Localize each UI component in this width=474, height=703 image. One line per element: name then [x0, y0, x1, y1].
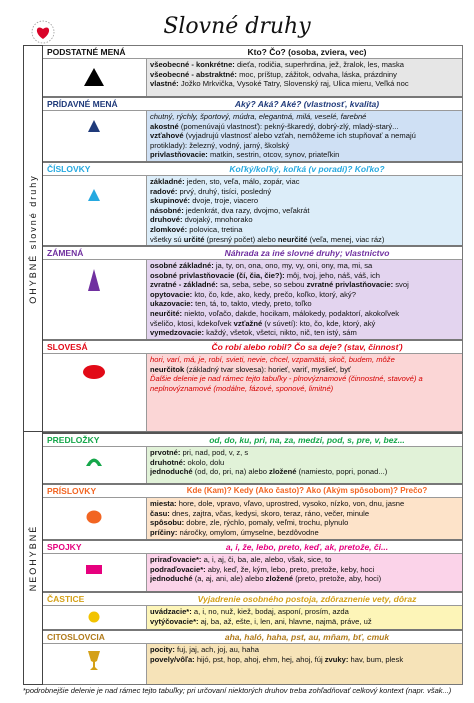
section-spojky	[43, 540, 463, 592]
section-content	[147, 644, 463, 684]
section-question: a, i, že, lebo, preto, keď, ak, pretože, či...	[225, 542, 389, 552]
section-name: SPOJKY	[47, 542, 82, 552]
example-line: neurčitok (základný tvar slovesa): horieť, variť, myslieť, byť	[150, 364, 351, 374]
example-line: druhové: dvojaký, mnohorako	[150, 215, 253, 225]
example-line: Ďalšie delenie je nad rámec tejto tabuľky - plnovýznamové (činnostné, stavové) a	[150, 374, 423, 384]
section-prislovky	[43, 484, 463, 540]
section-name: PREDLOŽKY	[47, 435, 100, 445]
example-line: jednoduché (od, do, pri, na) alebo zložené (namiesto, popri, ponad...)	[150, 467, 388, 477]
cyan-triangle-icon	[87, 188, 101, 202]
purple-triangle-icon	[87, 268, 101, 292]
section-question: Aký? Aká? Aké? (vlastnosť, kvalita)	[234, 99, 380, 109]
example-line: ukazovacie: ten, tá, to, takto, vtedy, preto, toľko	[150, 299, 312, 309]
word-types-table	[23, 45, 463, 685]
section-question: aha, haló, haha, pst, au, mňam, bť, cmuk	[224, 632, 390, 642]
example-line: protiklady): železný, vodný, jarný, školský	[150, 140, 290, 150]
section-content	[147, 354, 463, 431]
example-line: osobné základné: ja, ty, on, ona, ono, my, vy, oni, ony, ma, mi, sa	[150, 261, 373, 270]
section-content	[147, 498, 463, 539]
example-line: pocity: fuj, jaj, ach, joj, au, haha	[150, 645, 259, 654]
example-line: základné: jeden, sto, veľa, málo, zopár, viac	[150, 177, 300, 186]
section-name: CITOSLOVCIA	[47, 632, 105, 642]
section-content	[147, 176, 463, 245]
example-line: zlomkové: polovica, tretina	[150, 224, 243, 234]
section-name: PRÍDAVNÉ MENÁ	[47, 99, 118, 109]
example-line: násobné: jedenkrát, dva razy, dvojmo, veľakrát	[150, 205, 310, 215]
magenta-rectangle-icon	[86, 565, 102, 574]
example-line: akostné (pomenúvajú vlastnosť): pekný-škaredý, dobrý-zlý, mladý-starý...	[150, 121, 399, 131]
example-line: osobné privlastňovacie (čí, čia, čie?): môj, tvoj, jeho, náš, váš, ich	[150, 270, 381, 280]
example-line: neplnovýznamové (modálne, fázové, sponové, limitné)	[150, 383, 334, 393]
example-line: spôsobu: dobre, zle, rýchlo, pomaly, veľmi, trochu, plynulo	[150, 518, 349, 528]
example-line: hori, varí, má, je, robí, svieti, nevie, chcel, vzpamätá, skoč, budem, môže	[150, 355, 395, 364]
red-oval-icon	[82, 364, 106, 380]
example-line: opytovacie: kto, čo, kde, ako, kedy, prečo, koľko, ktorý, aký?	[150, 289, 356, 299]
navy-triangle-icon	[87, 119, 101, 133]
black-triangle-icon	[83, 67, 105, 87]
section-question: Kde (Kam)? Kedy (Ako často)? Ako (Akým spôsobom)? Prečo?	[186, 486, 428, 495]
example-line: podraďovacie*: aby, keď, že, kým, lebo, preto, pretože, keby, hoci	[150, 564, 375, 574]
section-question: od, do, ku, pri, na, za, medzi, pod, s, pre, v, bez...	[209, 435, 405, 445]
section-pridavne-mena	[43, 97, 463, 162]
section-citoslovcia	[43, 630, 463, 685]
example-line: povely/vôľa: hijó, pst, hop, ahoj, ehm, hej, ahoj, fúj zvuky: hav, bum, plesk	[150, 654, 404, 664]
section-content	[147, 447, 463, 483]
side-label-ohybne: OHYBNÉ slovné druhy	[28, 173, 38, 304]
example-line: neurčité: niekto, voľačo, dakde, hocikam, málokedy, podaktorí, akokoľvek	[150, 308, 400, 318]
section-name: ZÁMENÁ	[47, 248, 84, 258]
section-content	[147, 59, 463, 96]
example-line: príčiny: náročky, omylom, úmyselne, bezdôvodne	[150, 527, 319, 537]
section-slovesa	[43, 340, 463, 432]
example-line: času: dnes, zajtra, včas, kedysi, skoro, teraz, ráno, večer, minule	[150, 508, 370, 518]
section-name: ČÍSLOVKY	[47, 164, 91, 174]
side-label-neohybne: NEOHYBNÉ	[28, 524, 38, 592]
section-zamena	[43, 246, 463, 340]
page-title: Slovné druhy	[163, 14, 311, 39]
gold-circle-icon	[88, 611, 100, 623]
orange-oval-icon	[86, 510, 102, 524]
section-predlozky	[43, 432, 463, 484]
section-podstatne-mena	[43, 45, 463, 97]
example-line: privlastňovacie: matkin, sestrin, otcov, synov, priateľkin	[150, 150, 340, 160]
section-name: ČASTICE	[47, 594, 85, 604]
section-content	[147, 111, 463, 161]
example-line: miesta: hore, dole, vpravo, vľavo, uprostred, vysoko, nízko, von, dnu, jasne	[150, 499, 405, 508]
example-line: skupinové: dvoje, troje, viacero	[150, 196, 259, 206]
section-content	[147, 554, 463, 591]
section-name: PODSTATNÉ MENÁ	[47, 47, 126, 57]
section-content	[147, 260, 463, 339]
example-line: všeobecné - abstraktné: moc, príštup, zážitok, odvaha, láska, prázdniny	[150, 69, 397, 79]
section-content	[147, 606, 463, 629]
cup-icon	[87, 650, 101, 672]
example-line: jednoduché (a, aj, ani, ale) alebo zložené (preto, pretože, aby, hoci)	[150, 574, 382, 584]
section-question: Vyjadrenie osobného postoja, zdôraznenie vety, dôraz	[197, 594, 417, 604]
example-line: chutný, rýchly, športový, múdra, elegantná, milá, veselé, farebné	[150, 112, 367, 121]
example-line: prvotné: pri, nad, pod, v, z, s	[150, 448, 249, 457]
example-line: radové: prvý, druhý, tisíci, posledný	[150, 186, 272, 196]
footnote: *podrobnejšie delenie je nad rámec tejto tabuľky; pri určovaní niektorých druhov treba zohľadňovať celkový kontext (napr. však...)	[22, 686, 452, 695]
example-line: vytýčovacie*: aj, ba, až, ešte, i, len, ani, hlavne, najmä, práve, už	[150, 616, 372, 626]
example-line: všeobecné - konkrétne: dieťa, rodičia, superhrdina, jež, žralok, les, maska	[150, 60, 404, 69]
side-bar-neohybne	[23, 432, 43, 685]
section-name: PRÍSLOVKY	[47, 486, 97, 496]
section-name: SLOVESÁ	[47, 342, 88, 352]
example-line: vlastné: Jožko Mrkvička, Vysoké Tatry, Slovenský raj, Ulica mieru, Veľká noc	[150, 79, 409, 89]
section-question: Kto? Čo? (osoba, zviera, vec)	[247, 47, 367, 57]
example-line: všetky sú určité (presný počet) alebo neurčité (veľa, menej, viac ráz)	[150, 234, 385, 244]
section-question: Čo robí alebo robil? Čo sa deje? (stav, činnosť)	[211, 342, 403, 352]
example-line: vzťahové (vyjadrujú vlastnosť alebo vzťah, nemôžeme ich stupňovať a nemajú	[150, 131, 416, 141]
section-castice	[43, 592, 463, 630]
section-cislovky	[43, 162, 463, 246]
example-line: uvádzacie*: a, i, no, nuž, kiež, bodaj, asponí, prosím, azda	[150, 607, 349, 616]
green-arch-icon	[85, 455, 103, 467]
section-question: Koľký/koľký, koľká (v poradí)? Koľko?	[229, 164, 385, 174]
example-line: všeličo, ktosi, kdekoľvek vzťažné (v súvetí): kto, čo, kde, ktorý, aký	[150, 318, 376, 328]
example-line: zvratné - základné: sa, seba, sebe, so sebou zvratné privlastňovacie: svoj	[150, 280, 409, 290]
example-line: druhotné: okolo, dolu	[150, 457, 225, 467]
example-line: priraďovacie*: a, i, aj, či, ba, ale, alebo, však, sice, to	[150, 555, 332, 564]
side-bar-ohybne	[23, 45, 43, 432]
section-question: Náhrada za iné slovné druhy; vlastnictvo	[224, 248, 390, 258]
example-line: vymedzovacie: každý, všetok, všetci, nikto, nič, ten istý, sám	[150, 328, 357, 338]
